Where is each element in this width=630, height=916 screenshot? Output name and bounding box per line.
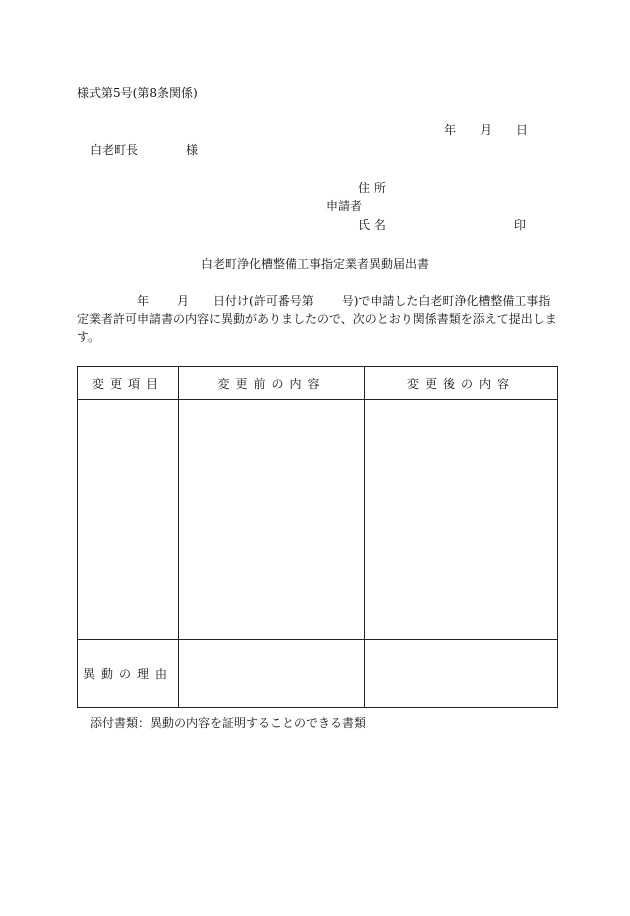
table-entry-row <box>78 400 558 640</box>
body-dated-permit: 日付け(許可番号第 <box>213 294 314 308</box>
date-line <box>444 123 528 137</box>
date-year: 年 <box>444 123 457 137</box>
addressee-honorific: 様 <box>186 143 199 157</box>
body-month: 月 <box>177 294 190 308</box>
form-number: 様式第5号(第8条関係) <box>77 86 198 100</box>
date-month: 月 <box>480 123 493 137</box>
table-header-row <box>78 367 558 400</box>
body-paragraph <box>77 292 559 346</box>
reason-cell-after[interactable] <box>365 640 558 708</box>
seal-mark: 印 <box>514 218 527 232</box>
address-label: 住 所 <box>358 181 386 195</box>
header-change-item: 変更項目 <box>78 367 179 400</box>
change-table <box>77 366 558 708</box>
header-before: 変更前の内容 <box>179 367 365 400</box>
body-rest: 号)で申請した白老町浄化槽整備工事指定業者許可申請書の内容に異動がありましたので、次のとおり関係書類を添えて提出します。 <box>77 294 557 344</box>
cell-change-item[interactable] <box>78 400 179 640</box>
reason-label: 異動の理由 <box>78 640 179 708</box>
addressee <box>90 143 198 157</box>
attachment-note: 添付書類：異動の内容を証明することのできる書類 <box>90 716 367 730</box>
body-year: 年 <box>137 294 150 308</box>
applicant-label: 申請者 <box>326 199 363 213</box>
cell-before[interactable] <box>179 400 365 640</box>
cell-after[interactable] <box>365 400 558 640</box>
header-after: 変更後の内容 <box>365 367 558 400</box>
table-reason-row <box>78 640 558 708</box>
addressee-name: 白老町長 <box>90 143 139 157</box>
document-title: 白老町浄化槽整備工事指定業者異動届出書 <box>200 257 429 271</box>
reason-cell-before[interactable] <box>179 640 365 708</box>
name-label: 氏 名 <box>358 218 386 232</box>
date-day: 日 <box>516 123 529 137</box>
